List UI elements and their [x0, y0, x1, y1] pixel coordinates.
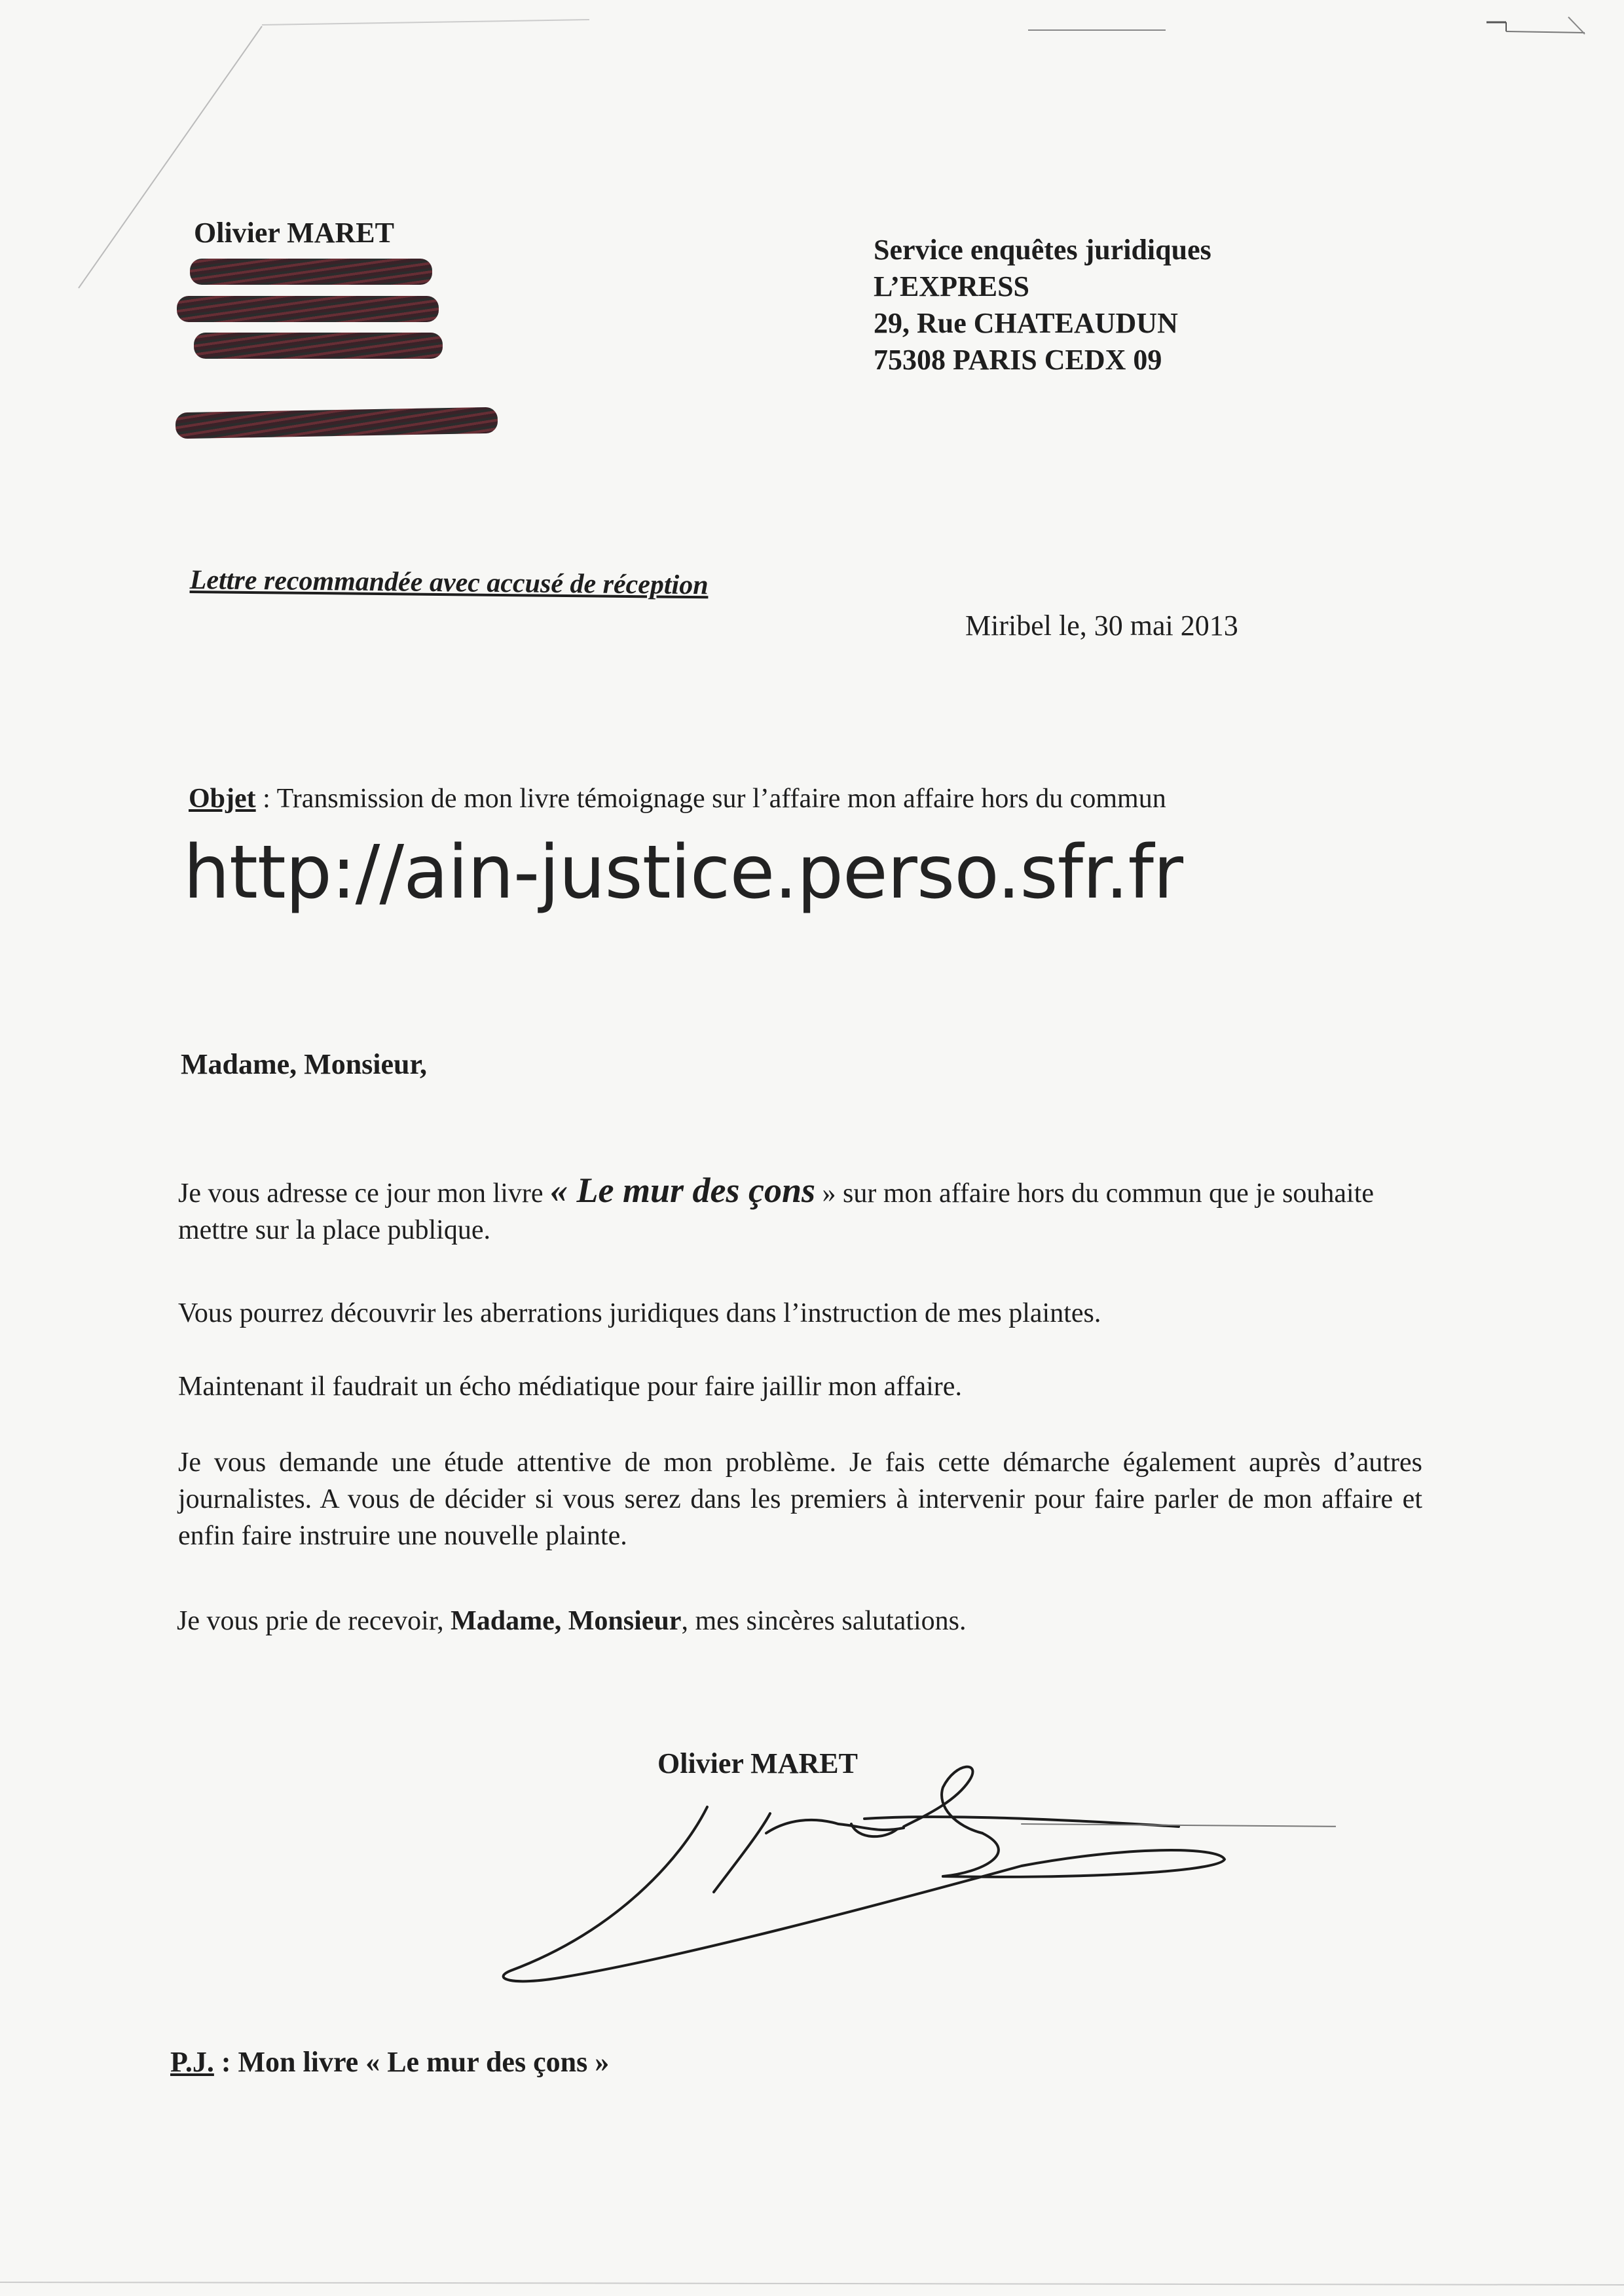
p1-text-after: » sur mon affaire hors du commun que je souhaite mettre sur la place publique. — [178, 1178, 1375, 1245]
p5-bold: Madame, Monsieur — [451, 1606, 682, 1636]
objet-label: Objet — [189, 784, 256, 814]
pj-separator: : — [213, 2046, 238, 2078]
objet-separator: : — [255, 784, 277, 814]
redaction-bar — [190, 259, 432, 285]
website-url: http://ain-justice.perso.sfr.fr — [183, 830, 1183, 915]
recipient-address — [874, 232, 1211, 378]
date-line: Miribel le, 30 mai 2013 — [965, 610, 1238, 642]
p1-text-before: Je vous adresse ce jour mon livre — [178, 1178, 551, 1209]
salutation: Madame, Monsieur, — [181, 1048, 428, 1080]
body-paragraph-2: Vous pourrez découvrir les aberrations juridiques dans l’instruction de mes plaintes. — [178, 1298, 1101, 1328]
closing-paragraph — [177, 1603, 1421, 1639]
recipient-line: 75308 PARIS CEDX 09 — [874, 344, 1162, 376]
objet-text: Transmission de mon livre témoignage sur l’affaire mon affaire hors du commun — [276, 784, 1166, 814]
redaction-bar — [194, 333, 443, 359]
book-title: « Le mur des çons — [550, 1171, 816, 1210]
pj-text: Mon livre « Le mur des çons » — [238, 2046, 610, 2078]
body-paragraph-3: Maintenant il faudrait un écho médiatique pour faire jaillir mon affaire. — [178, 1372, 962, 1402]
recipient-line: 29, Rue CHATEAUDUN — [874, 307, 1178, 339]
p5-text-before: Je vous prie de recevoir, — [177, 1606, 451, 1636]
signer-name: Olivier MARET — [657, 1747, 858, 1779]
sender-name: Olivier MARET — [194, 217, 394, 249]
pj-label: P.J. — [170, 2046, 214, 2078]
objet-line — [189, 783, 1166, 814]
body-paragraph-1 — [178, 1172, 1422, 1248]
body-paragraph-4: Je vous demande une étude attentive de mon problème. Je fais cette démarche également auprès d’autres journalistes. A vous de décider si vous serez dans les premiers à intervenir pour faire parler de mon affaire et enfin faire instruire une nouvelle plainte. — [178, 1448, 1422, 1551]
pieces-jointes — [170, 2045, 609, 2079]
handwritten-signature — [485, 1761, 1336, 1997]
redaction-bar — [177, 296, 439, 322]
recipient-line: L’EXPRESS — [874, 270, 1030, 302]
mode-envoi: Lettre recommandée avec accusé de réception — [189, 564, 709, 601]
p5-text-after: , mes sincères salutations. — [681, 1606, 967, 1636]
recipient-line: Service enquêtes juridiques — [874, 234, 1211, 266]
